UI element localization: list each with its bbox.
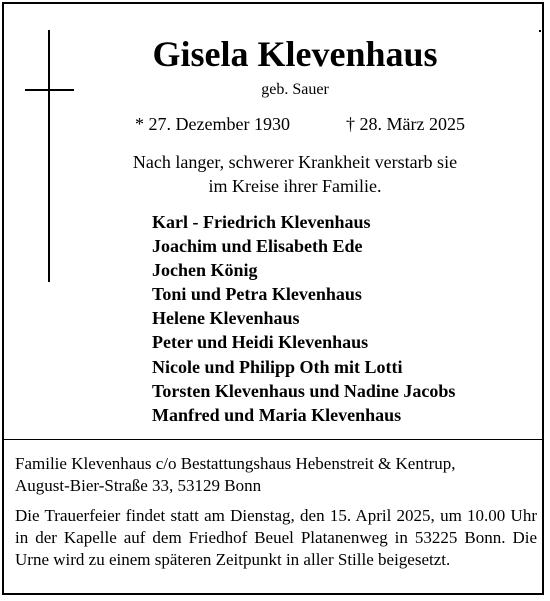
funeral-service-info: Die Trauerfeier findet statt am Dienstag, den 15. April 2025, um 10.00 Uhr in der Kapelle auf dem Friedhof Beuel Platanenweg in 53225 Bonn. Die Urne wird zu einem späteren Zeitpunkt in aller Stille beigesetzt.	[15, 506, 537, 569]
cross-vertical-bar	[48, 30, 50, 282]
cross-horizontal-bar	[25, 89, 74, 91]
message-line: im Kreise ihrer Familie.	[208, 176, 382, 196]
mourner-item: Peter und Heidi Klevenhaus	[152, 332, 369, 353]
contact-address	[15, 453, 535, 497]
corner-mark	[539, 30, 541, 32]
mourners-list	[152, 210, 455, 427]
mourner-item: Toni und Petra Klevenhaus	[152, 284, 362, 305]
mourner-item: Torsten Klevenhaus und Nadine Jacobs	[152, 380, 456, 401]
mourner-item: Manfred und Maria Klevenhaus	[152, 404, 402, 425]
mourner-item: Karl - Friedrich Klevenhaus	[152, 212, 371, 232]
section-divider	[4, 439, 542, 440]
maiden-name: geb. Sauer	[261, 81, 329, 98]
obituary-message	[90, 150, 500, 198]
deceased-name: Gisela Klevenhaus	[152, 34, 438, 74]
contact-line: August-Bier-Straße 33, 53129 Bonn	[15, 476, 262, 495]
death-date: † 28. März 2025	[346, 114, 465, 134]
birth-date: * 27. Dezember 1930	[135, 114, 290, 134]
mourner-item: Helene Klevenhaus	[152, 308, 300, 329]
mourner-item: Joachim und Elisabeth Ede	[152, 236, 363, 257]
contact-line: Familie Klevenhaus c/o Bestattungshaus Hebenstreit & Kentrup,	[15, 454, 456, 473]
message-line: Nach langer, schwerer Krankheit verstarb sie	[132, 152, 458, 172]
mourner-item: Jochen König	[152, 260, 258, 281]
mourner-item: Nicole und Philipp Oth mit Lotti	[152, 356, 403, 377]
